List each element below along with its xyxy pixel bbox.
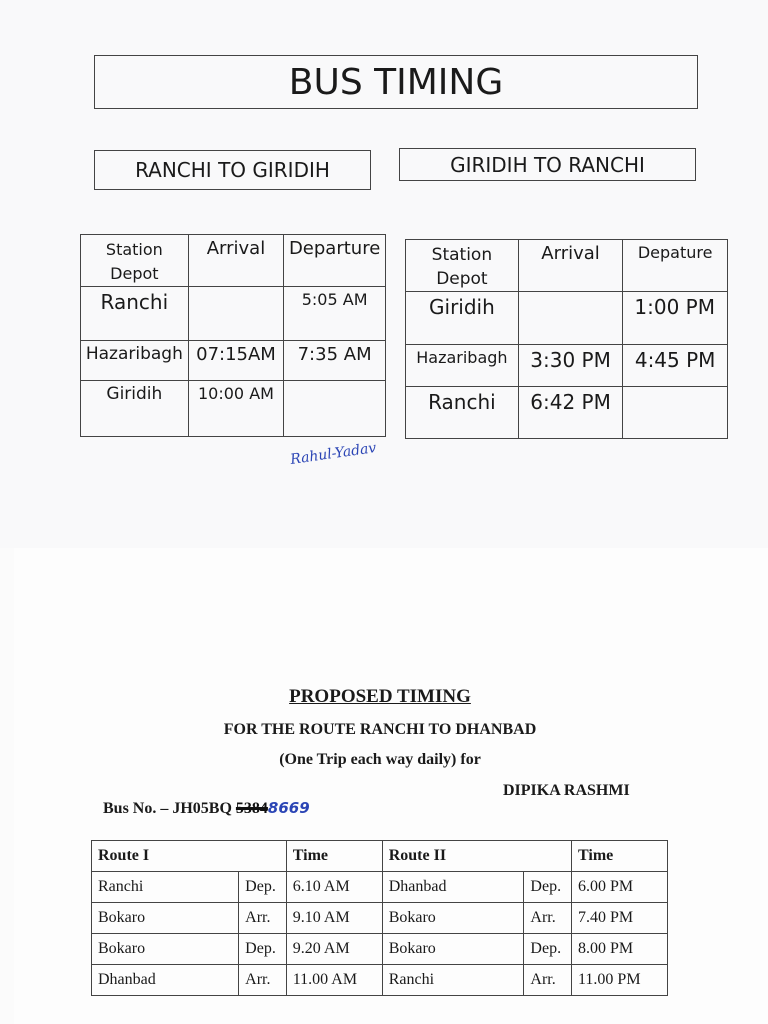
ranchi-to-giridih-table	[80, 234, 386, 437]
table-row	[92, 872, 668, 903]
cell-route1-type: Dep.	[239, 934, 287, 965]
cell-route1-type: Arr.	[239, 903, 287, 934]
cell-departure: 1:00 PM	[623, 292, 728, 345]
header-station-depot: Station Depot	[406, 240, 519, 292]
cell-route1-station: Bokaro	[92, 903, 239, 934]
cell-departure: 5:05 AM	[284, 287, 386, 341]
table-row	[92, 934, 668, 965]
header-arrival: Arrival	[188, 235, 284, 287]
header-route-2: Route II	[382, 841, 571, 872]
cell-station: Giridih	[406, 292, 519, 345]
cell-route2-type: Arr.	[524, 903, 572, 934]
header-station-depot: Station Depot	[81, 235, 189, 287]
cell-station: Giridih	[81, 381, 189, 437]
cell-route2-time: 7.40 PM	[572, 903, 668, 934]
cell-route1-time: 11.00 AM	[286, 965, 382, 996]
cell-station: Hazaribagh	[81, 341, 189, 381]
cell-route1-type: Dep.	[239, 872, 287, 903]
route-left-label: RANCHI TO GIRIDIH	[135, 158, 330, 182]
header-route-1: Route I	[92, 841, 287, 872]
cell-route1-station: Bokaro	[92, 934, 239, 965]
table-row	[92, 903, 668, 934]
header-departure: Departure	[284, 235, 386, 287]
cell-route1-station: Ranchi	[92, 872, 239, 903]
cell-route2-type: Arr.	[524, 965, 572, 996]
cell-arrival	[188, 287, 284, 341]
cell-departure	[284, 381, 386, 437]
page-title-text: BUS TIMING	[288, 61, 504, 103]
cell-route1-time: 9.10 AM	[286, 903, 382, 934]
cell-route2-time: 11.00 PM	[572, 965, 668, 996]
cell-route2-time: 8.00 PM	[572, 934, 668, 965]
proposed-timing-table	[91, 840, 668, 996]
cell-route2-type: Dep.	[524, 872, 572, 903]
struck-bus-number: 5384	[235, 800, 268, 817]
cell-route2-station: Dhanbad	[382, 872, 524, 903]
table-header-row	[92, 841, 668, 872]
trip-note: (One Trip each way daily) for	[279, 751, 481, 768]
route-giridih-to-ranchi	[399, 148, 696, 181]
route-right-label: GIRIDIH TO RANCHI	[450, 152, 645, 177]
handwritten-signature: Rahul-Yadav	[289, 440, 378, 468]
cell-station: Ranchi	[81, 287, 189, 341]
proposed-timing-heading: PROPOSED TIMING	[289, 686, 471, 707]
cell-route1-station: Dhanbad	[92, 965, 239, 996]
cell-route2-type: Dep.	[524, 934, 572, 965]
bus-number-label: Bus No. – JH05BQ	[103, 800, 236, 817]
cell-station: Ranchi	[406, 387, 519, 439]
cell-route1-time: 9.20 AM	[286, 934, 382, 965]
header-arrival: Arrival	[518, 240, 623, 292]
cell-arrival	[518, 292, 623, 345]
table-header-row	[406, 240, 728, 292]
cell-route2-station: Bokaro	[382, 903, 524, 934]
giridih-to-ranchi-table	[405, 239, 728, 439]
table-row	[406, 292, 728, 345]
cell-arrival: 3:30 PM	[518, 345, 623, 387]
cell-departure: 7:35 AM	[284, 341, 386, 381]
cell-route1-time: 6.10 AM	[286, 872, 382, 903]
table-row	[81, 287, 386, 341]
operator-name: DIPIKA RASHMI	[503, 782, 630, 799]
table-row	[81, 341, 386, 381]
cell-station: Hazaribagh	[406, 345, 519, 387]
table-row	[92, 965, 668, 996]
route-subheading: FOR THE ROUTE RANCHI TO DHANBAD	[223, 721, 537, 738]
page-title	[94, 55, 698, 109]
cell-route2-station: Ranchi	[382, 965, 524, 996]
cell-departure: 4:45 PM	[623, 345, 728, 387]
cell-arrival: 10:00 AM	[188, 381, 284, 437]
table-row	[81, 381, 386, 437]
header-time-2: Time	[572, 841, 668, 872]
cell-route2-station: Bokaro	[382, 934, 524, 965]
table-row	[406, 387, 728, 439]
route-ranchi-to-giridih	[94, 150, 371, 190]
handwritten-bus-number: 8669	[267, 799, 310, 817]
header-time-1: Time	[286, 841, 382, 872]
header-departure: Depature	[623, 240, 728, 292]
cell-arrival: 07:15AM	[188, 341, 284, 381]
cell-arrival: 6:42 PM	[518, 387, 623, 439]
cell-departure	[623, 387, 728, 439]
cell-route1-type: Arr.	[239, 965, 287, 996]
cell-route2-time: 6.00 PM	[572, 872, 668, 903]
table-header-row	[81, 235, 386, 287]
table-row	[406, 345, 728, 387]
bus-number-line	[95, 781, 310, 818]
